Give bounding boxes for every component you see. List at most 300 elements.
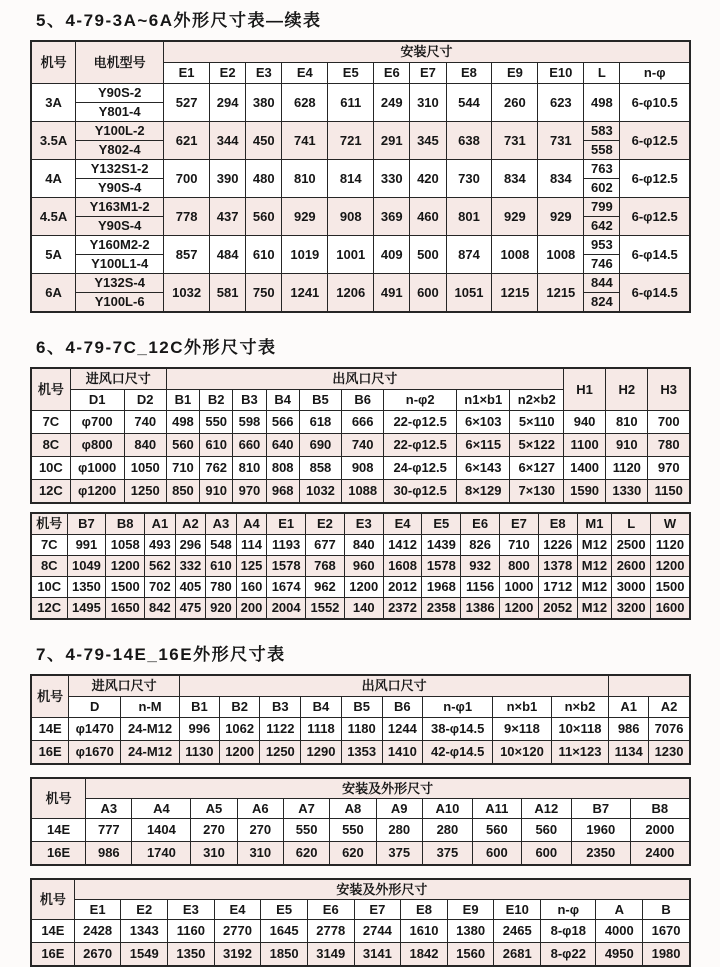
data-cell: 5×110 xyxy=(510,411,563,434)
data-cell: 824 xyxy=(584,293,620,313)
data-cell: 437 xyxy=(210,198,246,236)
data-cell: 7C xyxy=(31,411,70,434)
data-cell: 5A xyxy=(31,236,76,274)
data-cell: 2670 xyxy=(74,943,121,967)
data-cell: 1968 xyxy=(422,577,461,598)
column-header-cell: 机号 xyxy=(31,368,70,411)
table-row xyxy=(31,411,690,434)
table-row xyxy=(31,274,690,293)
data-cell: 1088 xyxy=(342,480,384,504)
column-header-cell: W xyxy=(651,513,690,535)
data-cell: 814 xyxy=(328,160,374,198)
column-header-cell: B3 xyxy=(233,390,266,411)
data-cell: 270 xyxy=(191,819,237,842)
data-cell: 1226 xyxy=(538,535,577,556)
column-header-cell xyxy=(609,675,690,697)
data-cell: 920 xyxy=(206,598,237,620)
data-cell: 1193 xyxy=(267,535,306,556)
data-cell: 1134 xyxy=(609,741,649,765)
data-cell: 38-φ14.5 xyxy=(423,718,493,741)
table-row xyxy=(31,741,690,765)
column-header-cell: A2 xyxy=(649,697,690,718)
column-header-cell: E1 xyxy=(74,900,121,920)
data-cell: 1712 xyxy=(538,577,577,598)
data-cell: 566 xyxy=(266,411,299,434)
data-cell: 12C xyxy=(31,598,67,620)
data-cell: φ1000 xyxy=(70,457,124,480)
data-cell: 291 xyxy=(374,122,410,160)
data-cell: 562 xyxy=(145,556,176,577)
data-cell: 1500 xyxy=(106,577,145,598)
data-cell: 1062 xyxy=(219,718,260,741)
data-cell: 800 xyxy=(500,556,539,577)
table-row xyxy=(31,480,690,504)
column-header-cell: n-φ xyxy=(541,900,596,920)
data-cell: 1740 xyxy=(132,842,191,866)
data-cell: 16E xyxy=(31,741,69,765)
column-header-cell: B4 xyxy=(266,390,299,411)
data-cell: 968 xyxy=(266,480,299,504)
data-cell: 1578 xyxy=(267,556,306,577)
data-cell: 1608 xyxy=(383,556,422,577)
data-cell: 1001 xyxy=(328,236,374,274)
data-cell: 1160 xyxy=(168,920,215,943)
data-cell: 10C xyxy=(31,457,70,480)
data-cell: 6×115 xyxy=(457,434,510,457)
data-cell: M12 xyxy=(577,598,612,620)
data-cell: 908 xyxy=(342,457,384,480)
data-cell: 1200 xyxy=(219,741,260,765)
table-row xyxy=(31,556,690,577)
data-cell: 310 xyxy=(191,842,237,866)
data-cell: 22-φ12.5 xyxy=(384,434,457,457)
section-title-3a-6a: 5、4-79-3A~6A外形尺寸表—续表 xyxy=(36,11,322,30)
data-cell: 3192 xyxy=(214,943,261,967)
column-header-cell: A4 xyxy=(132,799,191,819)
data-cell: 560 xyxy=(166,434,199,457)
data-cell: 558 xyxy=(584,141,620,160)
section-title-14e-16e: 7、4-79-14E_16E外形尺寸表 xyxy=(36,645,286,664)
data-cell: 10×118 xyxy=(551,718,609,741)
data-cell: 991 xyxy=(67,535,106,556)
data-cell: 345 xyxy=(410,122,446,160)
data-cell: 1552 xyxy=(306,598,345,620)
data-cell: 778 xyxy=(164,198,210,236)
data-cell: 610 xyxy=(206,556,237,577)
column-header-cell: E3 xyxy=(168,900,215,920)
data-cell: 740 xyxy=(124,411,166,434)
table-14e-16e-main xyxy=(30,674,691,765)
table-14e-16e-install-a xyxy=(30,777,691,866)
column-header-cell: E4 xyxy=(214,900,261,920)
data-cell: 600 xyxy=(472,842,521,866)
header-row xyxy=(31,41,690,63)
data-cell: 8-φ18 xyxy=(541,920,596,943)
data-cell: 731 xyxy=(492,122,538,160)
data-cell: 1650 xyxy=(106,598,145,620)
data-cell: 6-φ10.5 xyxy=(620,84,690,122)
data-cell: 611 xyxy=(328,84,374,122)
data-cell: 600 xyxy=(521,842,571,866)
column-header-cell: B5 xyxy=(299,390,341,411)
table-row xyxy=(31,535,690,556)
data-cell: 740 xyxy=(342,434,384,457)
data-cell: 3.5A xyxy=(31,122,76,160)
data-cell: 6-φ14.5 xyxy=(620,236,690,274)
column-header-cell: 机号 xyxy=(31,513,67,535)
table-row xyxy=(31,122,690,141)
column-header-cell: 机号 xyxy=(31,879,74,920)
data-cell: 953 xyxy=(584,236,620,255)
table-row xyxy=(31,236,690,255)
column-header-cell: 安装及外形尺寸 xyxy=(86,778,690,799)
data-cell: 730 xyxy=(446,160,492,198)
data-cell: 1122 xyxy=(260,718,301,741)
column-header-cell: n-φ2 xyxy=(384,390,457,411)
column-header-cell: E2 xyxy=(210,63,246,84)
column-header-cell: 机号 xyxy=(31,778,86,819)
column-header-cell: A11 xyxy=(472,799,521,819)
data-cell: 801 xyxy=(446,198,492,236)
column-header-cell: D1 xyxy=(70,390,124,411)
data-cell: 700 xyxy=(648,411,690,434)
data-cell: 940 xyxy=(563,411,605,434)
data-cell: 1980 xyxy=(643,943,690,967)
data-cell: 22-φ12.5 xyxy=(384,411,457,434)
column-header-cell: B xyxy=(643,900,690,920)
data-cell: 114 xyxy=(236,535,267,556)
column-header-cell: B8 xyxy=(106,513,145,535)
data-cell: 484 xyxy=(210,236,246,274)
data-cell: Y132S-4 xyxy=(76,274,164,293)
data-cell: 721 xyxy=(328,122,374,160)
data-cell: 763 xyxy=(584,160,620,179)
data-cell: 910 xyxy=(200,480,233,504)
data-cell: 840 xyxy=(344,535,383,556)
data-cell: 1008 xyxy=(492,236,538,274)
column-header-cell: E10 xyxy=(538,63,584,84)
data-cell: 493 xyxy=(145,535,176,556)
data-cell: 840 xyxy=(124,434,166,457)
column-header-cell: 进风口尺寸 xyxy=(70,368,166,390)
data-cell: 498 xyxy=(584,84,620,122)
data-cell: 550 xyxy=(200,411,233,434)
column-header-cell: D xyxy=(69,697,121,718)
data-cell: 2004 xyxy=(267,598,306,620)
table-row xyxy=(31,457,690,480)
data-cell: 1032 xyxy=(299,480,341,504)
data-cell: 1032 xyxy=(164,274,210,313)
data-cell: 1244 xyxy=(382,718,423,741)
data-cell: 5×122 xyxy=(510,434,563,457)
data-cell: 6×127 xyxy=(510,457,563,480)
column-header-cell: E8 xyxy=(446,63,492,84)
data-cell: 344 xyxy=(210,122,246,160)
data-cell: 380 xyxy=(246,84,282,122)
data-cell: 14E xyxy=(31,920,74,943)
data-cell: 1850 xyxy=(261,943,308,967)
data-cell: 1378 xyxy=(538,556,577,577)
column-header-cell: 出风口尺寸 xyxy=(180,675,609,697)
data-cell: 660 xyxy=(233,434,266,457)
data-cell: 986 xyxy=(609,718,649,741)
data-cell: 962 xyxy=(306,577,345,598)
data-cell: 24-φ12.5 xyxy=(384,457,457,480)
column-header-cell: M1 xyxy=(577,513,612,535)
data-cell: 857 xyxy=(164,236,210,274)
column-header-cell: E5 xyxy=(422,513,461,535)
data-cell: 842 xyxy=(145,598,176,620)
data-cell: 1645 xyxy=(261,920,308,943)
data-cell: 6-φ12.5 xyxy=(620,160,690,198)
data-cell: 581 xyxy=(210,274,246,313)
data-cell: 1412 xyxy=(383,535,422,556)
data-cell: 405 xyxy=(175,577,206,598)
data-cell: Y90S-2 xyxy=(76,84,164,103)
data-cell: 600 xyxy=(410,274,446,313)
data-cell: 1120 xyxy=(606,457,648,480)
column-header-cell: A4 xyxy=(236,513,267,535)
data-cell: 498 xyxy=(166,411,199,434)
data-cell: 1590 xyxy=(563,480,605,504)
data-cell: 2372 xyxy=(383,598,422,620)
data-cell: 332 xyxy=(175,556,206,577)
table-row xyxy=(31,434,690,457)
data-cell: Y160M2-2 xyxy=(76,236,164,255)
data-cell: 1495 xyxy=(67,598,106,620)
data-cell: Y801-4 xyxy=(76,103,164,122)
column-header-cell: E2 xyxy=(306,513,345,535)
data-cell: 4.5A xyxy=(31,198,76,236)
data-cell: 2744 xyxy=(354,920,401,943)
data-cell: 638 xyxy=(446,122,492,160)
column-header-cell: 安装尺寸 xyxy=(164,41,690,63)
data-cell: φ1670 xyxy=(69,741,121,765)
header-row xyxy=(31,513,690,535)
data-cell: 929 xyxy=(282,198,328,236)
column-header-cell: n1×b1 xyxy=(457,390,510,411)
data-cell: 548 xyxy=(206,535,237,556)
data-cell: 808 xyxy=(266,457,299,480)
data-cell: 741 xyxy=(282,122,328,160)
column-header-cell: D2 xyxy=(124,390,166,411)
data-cell: 710 xyxy=(500,535,539,556)
data-cell: 550 xyxy=(330,819,376,842)
column-header-cell: B7 xyxy=(67,513,106,535)
data-cell: 610 xyxy=(246,236,282,274)
data-cell: 4A xyxy=(31,160,76,198)
column-header-cell: A3 xyxy=(86,799,132,819)
data-cell: 970 xyxy=(648,457,690,480)
data-cell: 610 xyxy=(200,434,233,457)
data-cell: 140 xyxy=(344,598,383,620)
header-row xyxy=(31,697,690,718)
data-cell: 1386 xyxy=(461,598,500,620)
data-cell: 623 xyxy=(538,84,584,122)
data-cell: 677 xyxy=(306,535,345,556)
data-cell: 1674 xyxy=(267,577,306,598)
data-cell: 731 xyxy=(538,122,584,160)
data-cell: Y802-4 xyxy=(76,141,164,160)
data-cell: 6-φ12.5 xyxy=(620,198,690,236)
data-cell: 1118 xyxy=(301,718,342,741)
data-cell: 24-M12 xyxy=(121,718,180,741)
column-header-cell: E7 xyxy=(500,513,539,535)
data-cell: 330 xyxy=(374,160,410,198)
data-cell: 2778 xyxy=(307,920,354,943)
data-cell: φ1470 xyxy=(69,718,121,741)
data-cell: 460 xyxy=(410,198,446,236)
table-spacer xyxy=(30,866,691,878)
header-row xyxy=(31,675,690,697)
data-cell: 6×103 xyxy=(457,411,510,434)
column-header-cell: E4 xyxy=(383,513,422,535)
data-cell: 409 xyxy=(374,236,410,274)
data-cell: 2500 xyxy=(612,535,651,556)
data-cell: 702 xyxy=(145,577,176,598)
data-cell: 310 xyxy=(410,84,446,122)
data-cell: 8C xyxy=(31,556,67,577)
data-cell: 544 xyxy=(446,84,492,122)
table-row xyxy=(31,598,690,620)
data-cell: 583 xyxy=(584,122,620,141)
column-header-cell: E3 xyxy=(246,63,282,84)
data-cell: 1051 xyxy=(446,274,492,313)
column-header-cell: 进风口尺寸 xyxy=(69,675,180,697)
data-cell: 375 xyxy=(376,842,422,866)
data-cell: 777 xyxy=(86,819,132,842)
table-7c-12c-main xyxy=(30,367,691,504)
header-row xyxy=(31,879,690,900)
table-row xyxy=(31,160,690,179)
data-cell: 1439 xyxy=(422,535,461,556)
table-spacer xyxy=(30,765,691,777)
data-cell: 4950 xyxy=(596,943,643,967)
data-cell: 810 xyxy=(606,411,648,434)
data-cell: 249 xyxy=(374,84,410,122)
data-cell: 1200 xyxy=(500,598,539,620)
column-header-cell: E6 xyxy=(374,63,410,84)
data-cell: 8C xyxy=(31,434,70,457)
data-cell: 260 xyxy=(492,84,538,122)
data-cell: 850 xyxy=(166,480,199,504)
data-cell: 1250 xyxy=(124,480,166,504)
column-header-cell: E3 xyxy=(344,513,383,535)
data-cell: 780 xyxy=(206,577,237,598)
data-cell: 14E xyxy=(31,718,69,741)
data-cell: 8×129 xyxy=(457,480,510,504)
data-cell: 2012 xyxy=(383,577,422,598)
data-cell: 1400 xyxy=(563,457,605,480)
column-header-cell: B1 xyxy=(180,697,220,718)
column-header-cell: B7 xyxy=(571,799,630,819)
data-cell: Y90S-4 xyxy=(76,179,164,198)
data-cell: 475 xyxy=(175,598,206,620)
data-cell: 750 xyxy=(246,274,282,313)
data-cell: 6-φ14.5 xyxy=(620,274,690,313)
data-cell: 970 xyxy=(233,480,266,504)
data-cell: Y100L-6 xyxy=(76,293,164,313)
header-row xyxy=(31,799,690,819)
column-header-cell: E4 xyxy=(282,63,328,84)
column-header-cell: B6 xyxy=(342,390,384,411)
data-cell: 1343 xyxy=(121,920,168,943)
data-cell: 908 xyxy=(328,198,374,236)
column-header-cell: B2 xyxy=(200,390,233,411)
column-header-cell: 出风口尺寸 xyxy=(166,368,563,390)
data-cell: 1610 xyxy=(401,920,448,943)
column-header-cell: n-M xyxy=(121,697,180,718)
data-cell: 24-M12 xyxy=(121,741,180,765)
column-header-cell: L xyxy=(584,63,620,84)
data-cell: M12 xyxy=(577,556,612,577)
column-header-cell: L xyxy=(612,513,651,535)
data-cell: φ700 xyxy=(70,411,124,434)
data-cell: 9×118 xyxy=(493,718,551,741)
data-cell: 1330 xyxy=(606,480,648,504)
data-cell: 1560 xyxy=(447,943,494,967)
data-cell: 628 xyxy=(282,84,328,122)
data-cell: 3000 xyxy=(612,577,651,598)
table-row xyxy=(31,819,690,842)
table-row xyxy=(31,920,690,943)
data-cell: 1050 xyxy=(124,457,166,480)
data-cell: 620 xyxy=(283,842,329,866)
data-cell: 450 xyxy=(246,122,282,160)
data-cell: 1180 xyxy=(341,718,382,741)
data-cell: 690 xyxy=(299,434,341,457)
data-cell: 1350 xyxy=(67,577,106,598)
table-row xyxy=(31,943,690,967)
data-cell: 874 xyxy=(446,236,492,274)
data-cell: 1600 xyxy=(651,598,690,620)
data-cell: 7×130 xyxy=(510,480,563,504)
data-cell: 420 xyxy=(410,160,446,198)
data-cell: 480 xyxy=(246,160,282,198)
column-header-cell: E7 xyxy=(354,900,401,920)
data-cell: 960 xyxy=(344,556,383,577)
data-cell: 16E xyxy=(31,943,74,967)
column-header-cell: A xyxy=(596,900,643,920)
column-header-cell: 电机型号 xyxy=(76,41,164,84)
table-7c-12c-continued xyxy=(30,512,691,620)
column-header-cell: A5 xyxy=(191,799,237,819)
column-header-cell: A10 xyxy=(422,799,472,819)
table-3a-6a-install-dimensions xyxy=(30,40,691,313)
data-cell: 799 xyxy=(584,198,620,217)
column-header-cell: E5 xyxy=(328,63,374,84)
data-cell: 1008 xyxy=(538,236,584,274)
column-header-cell: A12 xyxy=(521,799,571,819)
header-row xyxy=(31,778,690,799)
data-cell: 2000 xyxy=(630,819,690,842)
table-spacer xyxy=(30,504,691,512)
data-cell: 3A xyxy=(31,84,76,122)
data-cell: 1130 xyxy=(180,741,220,765)
data-cell: 550 xyxy=(283,819,329,842)
data-cell: 666 xyxy=(342,411,384,434)
data-cell: 826 xyxy=(461,535,500,556)
data-cell: Y100L-2 xyxy=(76,122,164,141)
column-header-cell: n-φ xyxy=(620,63,690,84)
data-cell: 280 xyxy=(376,819,422,842)
data-cell: 1215 xyxy=(492,274,538,313)
data-cell: 710 xyxy=(166,457,199,480)
table-14e-16e-install-e xyxy=(30,878,691,967)
data-cell: 1200 xyxy=(651,556,690,577)
column-header-cell: E10 xyxy=(494,900,541,920)
data-cell: 1380 xyxy=(447,920,494,943)
